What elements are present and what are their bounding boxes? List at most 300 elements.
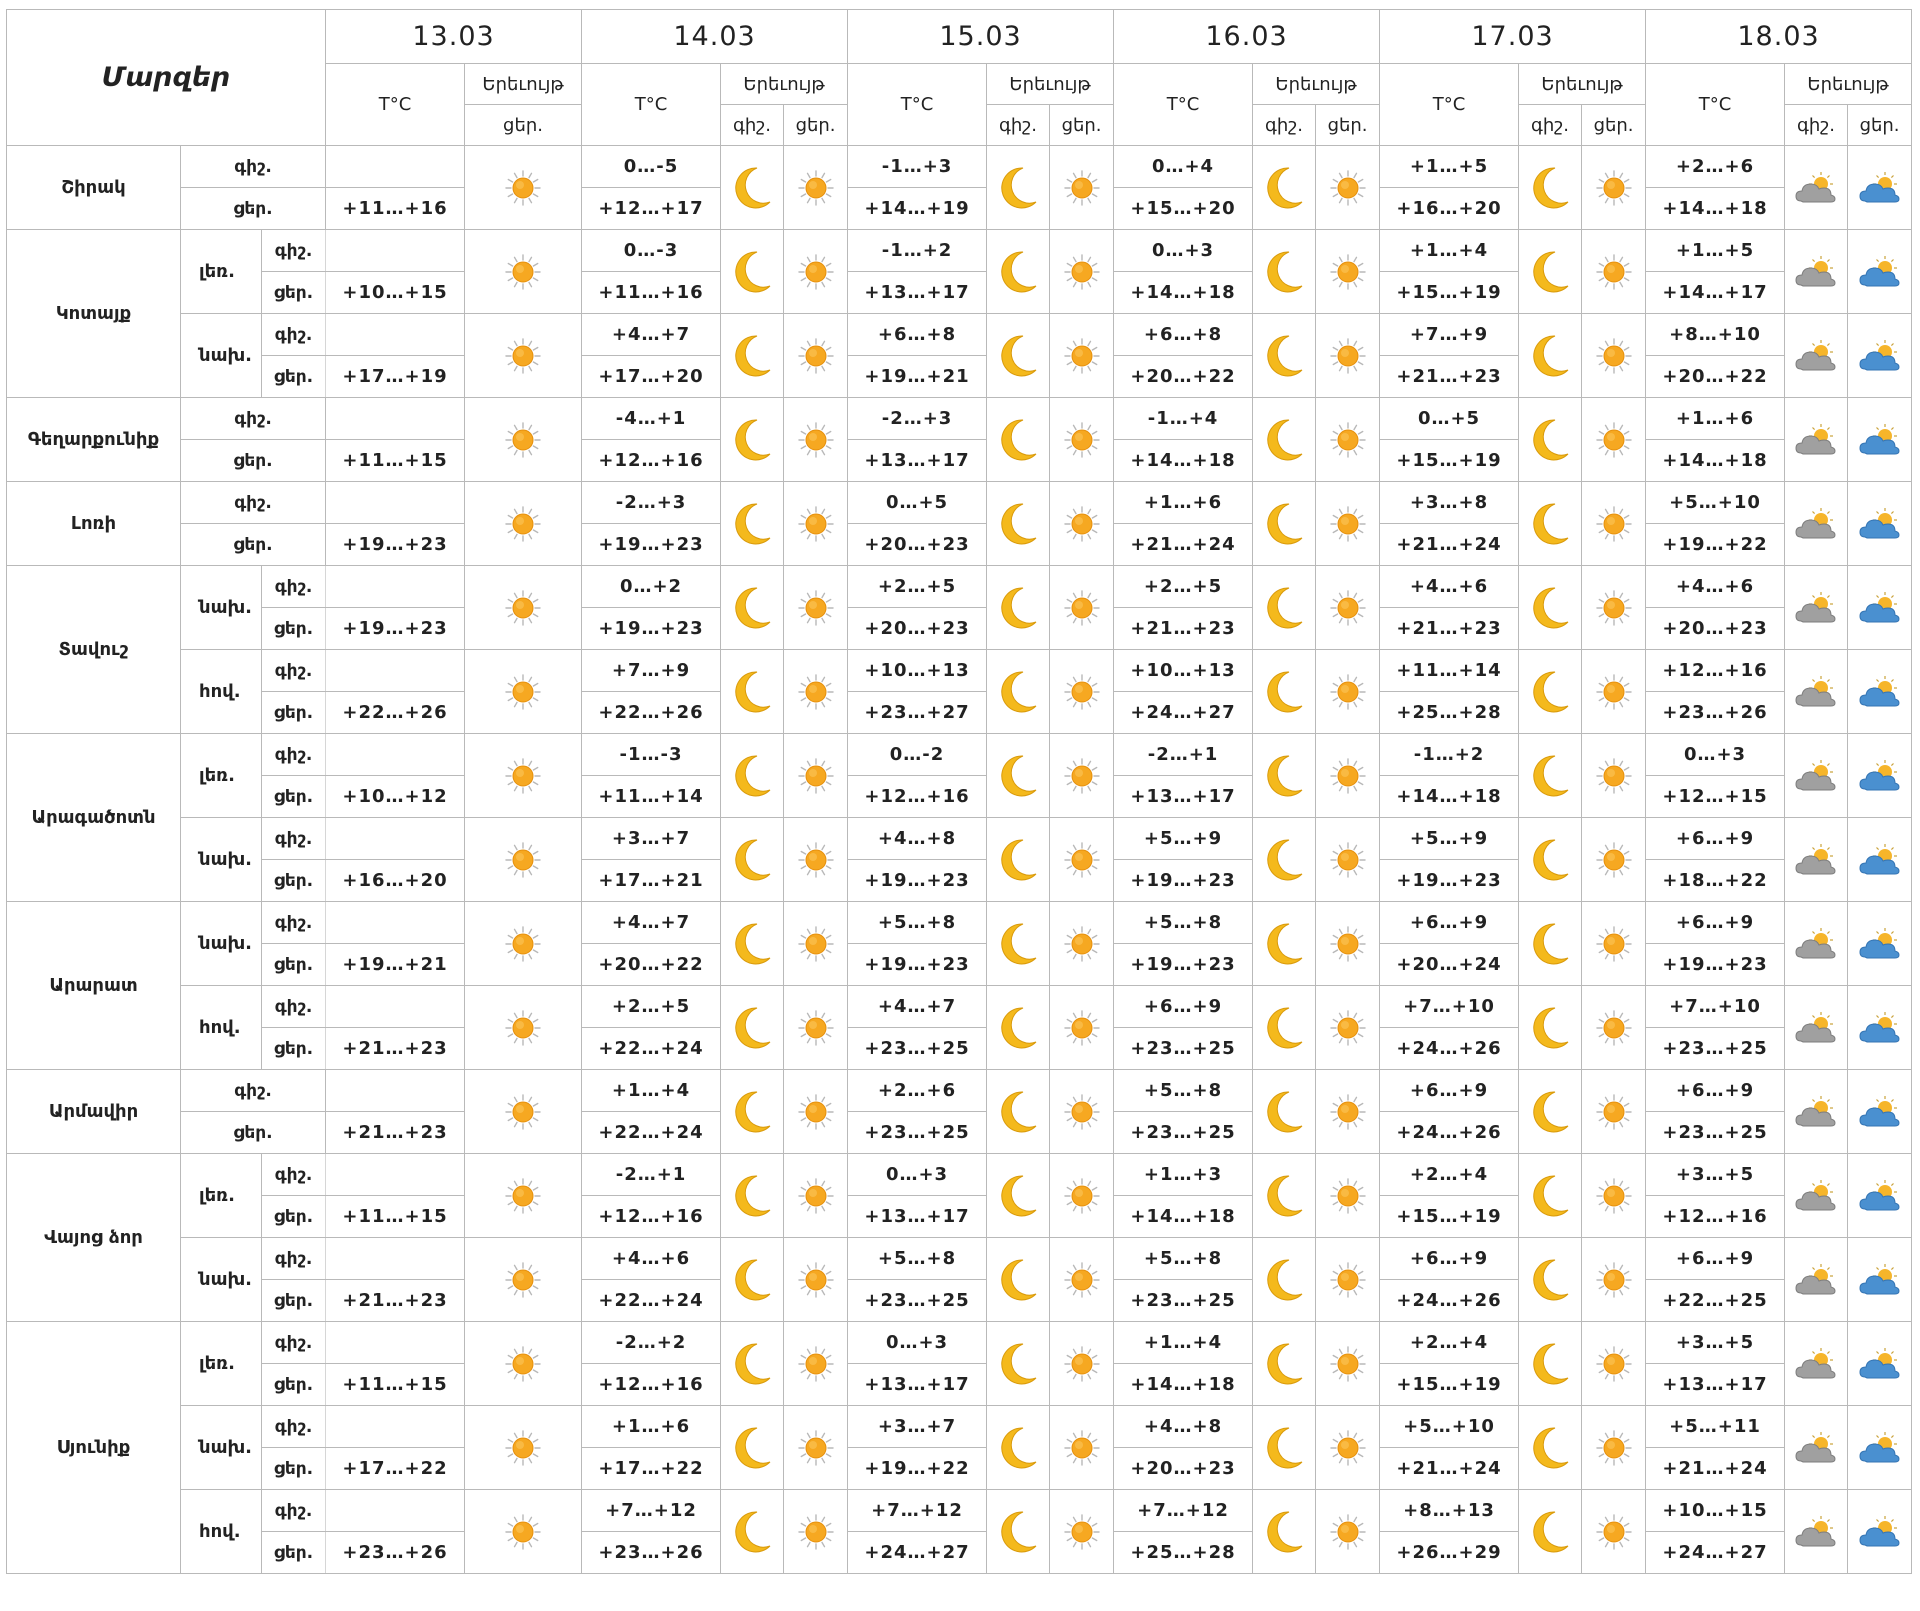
sun-icon	[1050, 756, 1113, 796]
weather-icon-cell	[1253, 1406, 1316, 1490]
sun-icon	[465, 1428, 581, 1468]
day-temperature: +19…+23	[1114, 860, 1253, 902]
day-temperature: +11…+15	[326, 440, 465, 482]
cloud-sun-blue-icon	[1848, 588, 1911, 628]
moon-icon	[721, 1256, 783, 1304]
weather-icon-cell	[987, 1490, 1050, 1574]
weather-icon-cell	[1519, 230, 1582, 314]
sun-icon	[784, 756, 847, 796]
night-temperature: +6…+9	[1646, 1070, 1785, 1112]
night-temperature: +2…+6	[848, 1070, 987, 1112]
weather-icon-cell	[1848, 1070, 1912, 1154]
night-temperature: +5…+9	[1380, 818, 1519, 860]
region-name: Տավուշ	[7, 566, 181, 734]
day-temperature: +15…+20	[1114, 188, 1253, 230]
day-header: ցեր.	[1316, 105, 1380, 146]
sun-icon	[1050, 672, 1113, 712]
moon-icon	[987, 500, 1049, 548]
weather-icon-cell	[721, 146, 784, 230]
weather-icon-cell	[987, 230, 1050, 314]
cloud-sun-blue-icon	[1848, 924, 1911, 964]
day-temperature: +17…+19	[326, 356, 465, 398]
day-label: ցեր.	[262, 272, 326, 314]
cloud-sun-blue-icon	[1848, 1176, 1911, 1216]
weather-icon-cell	[1785, 818, 1848, 902]
weather-icon-cell	[784, 398, 848, 482]
night-temperature: -1…+2	[848, 230, 987, 272]
region-name: Շիրակ	[7, 146, 181, 230]
moon-icon	[1519, 836, 1581, 884]
sun-icon	[1582, 1176, 1645, 1216]
weather-icon-cell	[1316, 1322, 1380, 1406]
day-temperature: +24…+26	[1380, 1280, 1519, 1322]
night-temperature: 0…-2	[848, 734, 987, 776]
night-temperature: -1…-3	[582, 734, 721, 776]
sun-icon	[1582, 504, 1645, 544]
weather-icon-cell	[1519, 1490, 1582, 1574]
moon-icon	[987, 920, 1049, 968]
sun-icon	[1316, 840, 1379, 880]
weather-icon-cell	[784, 482, 848, 566]
moon-icon	[987, 416, 1049, 464]
day-temperature: +15…+19	[1380, 1196, 1519, 1238]
weather-icon-cell	[1253, 146, 1316, 230]
weather-icon-cell	[1316, 650, 1380, 734]
weather-icon-cell	[987, 1406, 1050, 1490]
day-temperature: +17…+22	[326, 1448, 465, 1490]
empty-cell	[326, 1238, 465, 1280]
moon-icon	[1253, 836, 1315, 884]
table-row	[7, 1070, 1912, 1112]
moon-icon	[721, 1172, 783, 1220]
moon-icon	[1253, 752, 1315, 800]
day-temperature: +25…+28	[1114, 1532, 1253, 1574]
region-name: Արարատ	[7, 902, 181, 1070]
sun-icon	[1316, 588, 1379, 628]
weather-icon-cell	[465, 818, 582, 902]
day-temperature: +26…+29	[1380, 1532, 1519, 1574]
night-temperature: 0…-5	[582, 146, 721, 188]
night-label: գիշ.	[262, 1238, 326, 1280]
weather-icon-cell	[987, 986, 1050, 1070]
day-temperature: +22…+25	[1646, 1280, 1785, 1322]
weather-icon-cell	[784, 1406, 848, 1490]
temperature-header: T°C	[848, 64, 987, 146]
day-label: ցեր.	[262, 1280, 326, 1322]
sun-icon	[1050, 336, 1113, 376]
weather-icon-cell	[1785, 314, 1848, 398]
day-label: ցեր.	[181, 524, 326, 566]
day-temperature: +20…+23	[848, 608, 987, 650]
regions-header: Մարզեր	[7, 10, 326, 146]
day-temperature: +19…+22	[1646, 524, 1785, 566]
sun-icon	[465, 1092, 581, 1132]
weather-icon-cell	[465, 146, 582, 230]
weather-icon-cell	[1848, 1490, 1912, 1574]
moon-icon	[1253, 1508, 1315, 1556]
sun-icon	[1050, 924, 1113, 964]
weather-icon-cell	[1050, 818, 1114, 902]
zone-name: լեռ.	[181, 734, 262, 818]
empty-cell	[326, 1154, 465, 1196]
sun-icon	[1582, 336, 1645, 376]
moon-icon	[987, 584, 1049, 632]
night-temperature: +2…+6	[1646, 146, 1785, 188]
table-row	[7, 1490, 1912, 1532]
weather-icon-cell	[784, 902, 848, 986]
weather-icon-cell	[1582, 902, 1646, 986]
weather-icon-cell	[1848, 1406, 1912, 1490]
day-temperature: +10…+15	[326, 272, 465, 314]
zone-name: լեռ.	[181, 1154, 262, 1238]
phenomenon-header: Երեւույթ	[987, 64, 1114, 105]
weather-icon-cell	[1253, 566, 1316, 650]
cloud-sun-blue-icon	[1848, 1428, 1911, 1468]
moon-icon	[1253, 332, 1315, 380]
weather-icon-cell	[987, 1238, 1050, 1322]
zone-name: նախ.	[181, 1238, 262, 1322]
weather-icon-cell	[721, 1490, 784, 1574]
night-label: գիշ.	[262, 1490, 326, 1532]
night-temperature: +10…+15	[1646, 1490, 1785, 1532]
sun-icon	[465, 924, 581, 964]
weather-icon-cell	[465, 1238, 582, 1322]
zone-name: նախ.	[181, 1406, 262, 1490]
night-temperature: +4…+8	[848, 818, 987, 860]
night-temperature: +2…+5	[582, 986, 721, 1028]
weather-icon-cell	[721, 482, 784, 566]
region-name: Արագածոտն	[7, 734, 181, 902]
day-temperature: +13…+17	[848, 440, 987, 482]
phenomenon-header: Երեւույթ	[1785, 64, 1912, 105]
weather-icon-cell	[987, 566, 1050, 650]
sun-icon	[1582, 588, 1645, 628]
empty-cell	[326, 1070, 465, 1112]
day-temperature: +13…+17	[848, 1196, 987, 1238]
weather-icon-cell	[1050, 902, 1114, 986]
weather-icon-cell	[1316, 230, 1380, 314]
sun-icon	[1050, 1428, 1113, 1468]
moon-icon	[1519, 332, 1581, 380]
weather-icon-cell	[1848, 482, 1912, 566]
night-temperature: +5…+8	[1114, 902, 1253, 944]
weather-icon-cell	[784, 146, 848, 230]
sun-icon	[784, 1344, 847, 1384]
weather-icon-cell	[1582, 398, 1646, 482]
day-temperature: +25…+28	[1380, 692, 1519, 734]
cloud-sun-icon	[1785, 1176, 1847, 1216]
weather-icon-cell	[1519, 650, 1582, 734]
day-temperature: +19…+22	[848, 1448, 987, 1490]
moon-icon	[721, 752, 783, 800]
day-temperature: +19…+23	[326, 608, 465, 650]
sun-icon	[784, 924, 847, 964]
day-label: ցեր.	[181, 440, 326, 482]
temperature-header: T°C	[1646, 64, 1785, 146]
sun-icon	[784, 504, 847, 544]
weather-icon-cell	[1050, 230, 1114, 314]
weather-icon-cell	[1848, 986, 1912, 1070]
day-temperature: +14…+18	[1114, 272, 1253, 314]
weather-icon-cell	[1316, 146, 1380, 230]
day-temperature: +14…+18	[1114, 1364, 1253, 1406]
weather-icon-cell	[1519, 314, 1582, 398]
region-name: Լոռի	[7, 482, 181, 566]
night-temperature: +3…+5	[1646, 1154, 1785, 1196]
weather-icon-cell	[987, 314, 1050, 398]
cloud-sun-icon	[1785, 1428, 1847, 1468]
day-temperature: +15…+19	[1380, 440, 1519, 482]
weather-icon-cell	[987, 734, 1050, 818]
empty-cell	[326, 230, 465, 272]
weather-icon-cell	[1050, 398, 1114, 482]
weather-icon-cell	[1785, 734, 1848, 818]
day-temperature: +19…+23	[848, 944, 987, 986]
sun-icon	[1582, 1260, 1645, 1300]
cloud-sun-icon	[1785, 168, 1847, 208]
cloud-sun-icon	[1785, 1512, 1847, 1552]
moon-icon	[721, 836, 783, 884]
night-temperature: -4…+1	[582, 398, 721, 440]
night-temperature: -1…+3	[848, 146, 987, 188]
weather-icon-cell	[1050, 650, 1114, 734]
day-temperature: +21…+24	[1646, 1448, 1785, 1490]
day-temperature: +19…+23	[1646, 944, 1785, 986]
night-temperature: +12…+16	[1646, 650, 1785, 692]
day-temperature: +23…+25	[1114, 1280, 1253, 1322]
day-temperature: +23…+26	[1646, 692, 1785, 734]
weather-icon-cell	[1316, 398, 1380, 482]
night-temperature: +10…+13	[848, 650, 987, 692]
day-temperature: +20…+23	[1646, 608, 1785, 650]
weather-icon-cell	[1519, 1070, 1582, 1154]
sun-icon	[1316, 1512, 1379, 1552]
night-temperature: -1…+4	[1114, 398, 1253, 440]
weather-icon-cell	[465, 986, 582, 1070]
day-temperature: +16…+20	[326, 860, 465, 902]
weather-icon-cell	[1848, 1154, 1912, 1238]
weather-icon-cell	[721, 1406, 784, 1490]
zone-name: նախ.	[181, 902, 262, 986]
day-header: ցեր.	[784, 105, 848, 146]
night-header: գիշ.	[1785, 105, 1848, 146]
weather-icon-cell	[465, 1154, 582, 1238]
night-label: գիշ.	[262, 986, 326, 1028]
day-label: ցեր.	[262, 1532, 326, 1574]
weather-icon-cell	[784, 1154, 848, 1238]
weather-icon-cell	[1253, 1238, 1316, 1322]
weather-icon-cell	[1253, 1154, 1316, 1238]
moon-icon	[721, 332, 783, 380]
moon-icon	[1253, 920, 1315, 968]
sun-icon	[1316, 252, 1379, 292]
weather-icon-cell	[1582, 146, 1646, 230]
weather-icon-cell	[1316, 1490, 1380, 1574]
day-temperature: +17…+21	[582, 860, 721, 902]
moon-icon	[987, 752, 1049, 800]
weather-icon-cell	[721, 314, 784, 398]
weather-icon-cell	[987, 902, 1050, 986]
night-temperature: +3…+5	[1646, 1322, 1785, 1364]
weather-icon-cell	[465, 734, 582, 818]
phenomenon-header: Երեւույթ	[1253, 64, 1380, 105]
sun-icon	[1316, 1428, 1379, 1468]
moon-icon	[1253, 584, 1315, 632]
cloud-sun-blue-icon	[1848, 252, 1911, 292]
weather-icon-cell	[1253, 230, 1316, 314]
day-temperature: +21…+23	[326, 1112, 465, 1154]
weather-icon-cell	[1253, 818, 1316, 902]
night-label: գիշ.	[262, 818, 326, 860]
cloud-sun-icon	[1785, 336, 1847, 376]
day-temperature: +23…+25	[848, 1028, 987, 1070]
weather-icon-cell	[1848, 398, 1912, 482]
weather-icon-cell	[1785, 398, 1848, 482]
forecast-table	[6, 9, 1912, 1574]
moon-icon	[1519, 164, 1581, 212]
table-row	[7, 734, 1912, 776]
night-temperature: +4…+8	[1114, 1406, 1253, 1448]
day-label: ցեր.	[262, 1196, 326, 1238]
sun-icon	[465, 168, 581, 208]
weather-icon-cell	[1519, 566, 1582, 650]
moon-icon	[987, 332, 1049, 380]
cloud-sun-icon	[1785, 1344, 1847, 1384]
weather-icon-cell	[784, 650, 848, 734]
sun-icon	[1582, 924, 1645, 964]
night-header: գիշ.	[1253, 105, 1316, 146]
weather-icon-cell	[1050, 1238, 1114, 1322]
weather-icon-cell	[1785, 1322, 1848, 1406]
day-temperature: +21…+23	[1114, 608, 1253, 650]
sun-icon	[465, 504, 581, 544]
region-name: Գեղարքունիք	[7, 398, 181, 482]
weather-icon-cell	[1582, 986, 1646, 1070]
weather-icon-cell	[1050, 1322, 1114, 1406]
day-temperature: +23…+25	[1646, 1028, 1785, 1070]
sun-icon	[1582, 1092, 1645, 1132]
night-temperature: +7…+12	[582, 1490, 721, 1532]
table-row	[7, 482, 1912, 524]
weather-icon-cell	[1316, 1238, 1380, 1322]
weather-icon-cell	[1253, 398, 1316, 482]
moon-icon	[1519, 500, 1581, 548]
night-temperature: +8…+10	[1646, 314, 1785, 356]
temperature-header: T°C	[326, 64, 465, 146]
moon-icon	[721, 1424, 783, 1472]
day-temperature: +12…+16	[582, 440, 721, 482]
moon-icon	[721, 668, 783, 716]
day-temperature: +22…+24	[582, 1112, 721, 1154]
empty-cell	[326, 398, 465, 440]
empty-cell	[326, 1322, 465, 1364]
weather-icon-cell	[1785, 482, 1848, 566]
weather-icon-cell	[721, 1322, 784, 1406]
day-temperature: +22…+26	[582, 692, 721, 734]
sun-icon	[1050, 1092, 1113, 1132]
weather-icon-cell	[1519, 734, 1582, 818]
moon-icon	[1253, 1172, 1315, 1220]
day-temperature: +15…+19	[1380, 272, 1519, 314]
sun-icon	[1582, 420, 1645, 460]
weather-icon-cell	[1785, 1490, 1848, 1574]
day-temperature: +16…+20	[1380, 188, 1519, 230]
sun-icon	[784, 672, 847, 712]
sun-icon	[784, 840, 847, 880]
weather-icon-cell	[1253, 986, 1316, 1070]
weather-icon-cell	[1316, 482, 1380, 566]
weather-icon-cell	[1582, 1490, 1646, 1574]
night-temperature: +4…+7	[848, 986, 987, 1028]
moon-icon	[1519, 668, 1581, 716]
weather-icon-cell	[721, 398, 784, 482]
day-temperature: +20…+23	[1114, 1448, 1253, 1490]
phenomenon-header: Երեւույթ	[721, 64, 848, 105]
weather-icon-cell	[987, 482, 1050, 566]
moon-icon	[1519, 1172, 1581, 1220]
sun-icon	[1582, 168, 1645, 208]
cloud-sun-icon	[1785, 1008, 1847, 1048]
moon-icon	[987, 1508, 1049, 1556]
night-temperature: +1…+5	[1646, 230, 1785, 272]
sun-icon	[1050, 1260, 1113, 1300]
empty-cell	[326, 482, 465, 524]
night-temperature: +5…+8	[848, 1238, 987, 1280]
weather-icon-cell	[1253, 1070, 1316, 1154]
cloud-sun-blue-icon	[1848, 1260, 1911, 1300]
night-temperature: +7…+9	[582, 650, 721, 692]
weather-icon-cell	[1050, 1154, 1114, 1238]
sun-icon	[784, 420, 847, 460]
night-temperature: +7…+10	[1380, 986, 1519, 1028]
weather-icon-cell	[1582, 818, 1646, 902]
sun-icon	[784, 1512, 847, 1552]
weather-icon-cell	[1050, 314, 1114, 398]
sun-icon	[1050, 252, 1113, 292]
moon-icon	[721, 500, 783, 548]
day-temperature: +12…+15	[1646, 776, 1785, 818]
day-temperature: +11…+15	[326, 1196, 465, 1238]
moon-icon	[987, 248, 1049, 296]
moon-icon	[721, 1088, 783, 1136]
moon-icon	[1253, 1424, 1315, 1472]
night-temperature: +6…+9	[1646, 1238, 1785, 1280]
date-header: 17.03	[1380, 10, 1646, 64]
night-temperature: +2…+4	[1380, 1154, 1519, 1196]
zone-name: լեռ.	[181, 1322, 262, 1406]
weather-icon-cell	[465, 482, 582, 566]
day-temperature: +13…+17	[848, 1364, 987, 1406]
day-temperature: +23…+25	[1114, 1112, 1253, 1154]
weather-icon-cell	[1848, 230, 1912, 314]
night-temperature: +5…+8	[848, 902, 987, 944]
weather-icon-cell	[465, 1070, 582, 1154]
sun-icon	[1316, 1260, 1379, 1300]
sun-icon	[1582, 1008, 1645, 1048]
sun-icon	[465, 756, 581, 796]
night-temperature: +7…+12	[1114, 1490, 1253, 1532]
night-temperature: -2…+1	[582, 1154, 721, 1196]
day-temperature: +23…+25	[1646, 1112, 1785, 1154]
weather-icon-cell	[1316, 902, 1380, 986]
day-temperature: +24…+27	[1114, 692, 1253, 734]
day-temperature: +20…+22	[582, 944, 721, 986]
sun-icon	[1316, 1092, 1379, 1132]
table-row	[7, 986, 1912, 1028]
weather-icon-cell	[784, 818, 848, 902]
weather-icon-cell	[1050, 1490, 1114, 1574]
night-label: գիշ.	[262, 230, 326, 272]
